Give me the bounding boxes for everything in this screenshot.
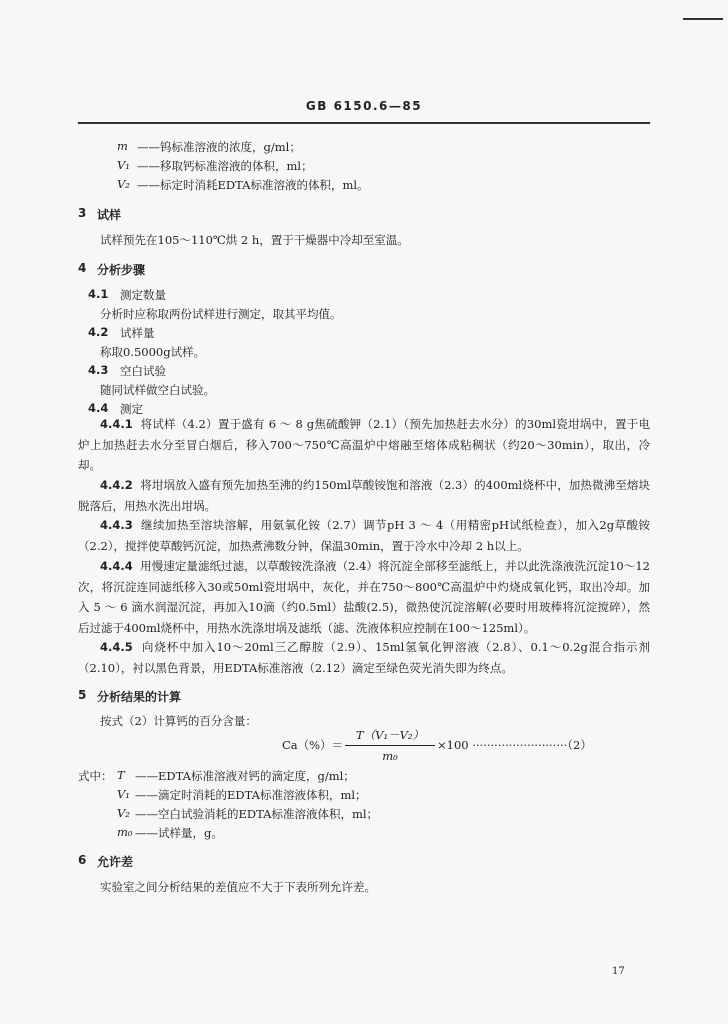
section-title: 允许差	[97, 855, 134, 869]
procedure-paragraph	[78, 556, 650, 638]
corner-mark	[683, 18, 723, 20]
page-header: GB 6150.6—85	[305, 99, 423, 113]
var-symbol: m₀	[117, 825, 133, 839]
subsection-number: 4.3	[88, 363, 109, 377]
step-number: 4.4.5	[100, 640, 133, 654]
var-symbol: V₁	[117, 787, 130, 801]
var-symbol: V₂	[117, 806, 130, 820]
var-symbol: T	[117, 768, 125, 782]
procedure-paragraph	[78, 515, 650, 556]
var-description: ——EDTA标准溶液对钙的滴定度，g/ml；	[135, 769, 355, 783]
var-description: ——空白试验消耗的EDTA标准溶液体积，ml；	[135, 807, 379, 821]
subsection-number: 4.1	[88, 287, 109, 301]
var-description: ——标定时消耗EDTA标准溶液的体积，ml。	[137, 178, 369, 192]
header-rule	[78, 122, 650, 124]
step-text: 用慢速定量滤纸过滤，以草酸铵洗涤液（2.4）将沉淀全部移至滤纸上，并以此洗涤液洗沉淀10～12次，将沉淀连同滤纸移入30或50ml瓷坩埚中，灰化，并在750～800℃高温炉中灼烧成氧化钙，取出冷却。加入 5 ～ 6 滴水润湿沉淀，再加入10滴（约0.5ml）盐酸(2.5)，微热使沉淀溶解(必要时用玻棒将沉淀搅碎），然后过滤于400ml烧杯中，用热水洗涤坩埚及滤纸（滤、洗液体积应控制在100～125ml）。	[78, 559, 650, 635]
step-text: 向烧杯中加入10～20ml三乙醇胺（2.9）、15ml氢氧化钾溶液（2.8）、0.1～0.2g混合指示剂（2.10），衬以黑色背景，用EDTA标准溶液（2.12）滴定至绿色荧光消失即为终点。	[78, 640, 650, 675]
section-number: 5	[78, 688, 87, 702]
section-number: 6	[78, 853, 87, 867]
section-text: 试样预先在105～110℃烘 2 h，置于干燥器中冷却至室温。	[100, 233, 409, 247]
subsection-title: 空白试验	[120, 364, 166, 378]
var-symbol: V₁	[117, 158, 130, 172]
step-number: 4.4.2	[100, 478, 133, 492]
subsection-text: 分析时应称取两份试样进行测定，取其平均值。	[100, 307, 342, 321]
subsection-title: 测定数量	[120, 288, 166, 302]
section-title: 分析步骤	[97, 263, 146, 277]
subsection-number: 4.4	[88, 401, 109, 415]
procedure-paragraph	[78, 475, 650, 516]
section-title: 分析结果的计算	[97, 690, 182, 704]
var-description: ——试样量，g。	[135, 826, 223, 840]
subsection-title: 测定	[120, 402, 143, 416]
where-label: 式中：	[78, 769, 113, 783]
var-symbol: V₂	[117, 177, 130, 191]
section-title: 试样	[97, 208, 122, 222]
section-number: 3	[78, 206, 87, 220]
procedure-paragraph	[78, 414, 650, 476]
step-number: 4.4.4	[100, 559, 133, 573]
fraction-bar	[345, 745, 435, 746]
var-description: ——移取钙标准溶液的体积，ml；	[137, 159, 313, 173]
var-description: ——滴定时消耗的EDTA标准溶液体积，ml；	[135, 788, 367, 802]
formula-lhs: Ca（%）＝	[282, 738, 344, 752]
section-text: 按式（2）计算钙的百分含量：	[100, 714, 257, 728]
section-text: 实验室之间分析结果的差值应不大于下表所列允许差。	[100, 880, 376, 894]
section-number: 4	[78, 261, 87, 275]
subsection-text: 随同试样做空白试验。	[100, 383, 215, 397]
formula-fraction	[345, 727, 435, 763]
formula-denominator: m₀	[382, 749, 398, 763]
step-number: 4.4.3	[100, 518, 133, 532]
procedure-paragraph	[78, 637, 650, 678]
var-description: ——钨标准溶液的浓度，g/ml；	[137, 140, 301, 154]
var-symbol: m	[117, 139, 128, 153]
formula-rhs: ×100 ··························（2）	[437, 738, 592, 752]
subsection-title: 试样量	[120, 326, 155, 340]
step-text: 继续加热至溶块溶解，用氨氧化铵（2.7）调节pH 3 ～ 4（用精密pH试纸检查），加入2g草酸铵（2.2），搅拌使草酸钙沉淀，加热煮沸数分钟，保温30min，置于冷水中冷却 2 h以上。	[78, 518, 650, 553]
page-number: 17	[612, 966, 625, 977]
subsection-text: 称取0.5000g试样。	[100, 345, 206, 359]
step-text: 将坩埚放入盛有预先加热至沸的约150ml草酸铵饱和溶液（2.3）的400ml烧杯中，加热微沸至熔块脱落后，用热水洗出坩埚。	[78, 478, 650, 513]
subsection-number: 4.2	[88, 325, 109, 339]
step-text: 将试样（4.2）置于盛有 6 ～ 8 g焦硫酸钾（2.1）（预先加热赶去水分）的30ml瓷坩埚中，置于电炉上加热赶去水分至冒白烟后，移入700～750℃高温炉中熔融至熔体成粘稠状（约20～30min），取出，冷却。	[78, 417, 650, 472]
step-number: 4.4.1	[100, 417, 133, 431]
formula-numerator: T（V₁－V₂）	[355, 728, 424, 742]
